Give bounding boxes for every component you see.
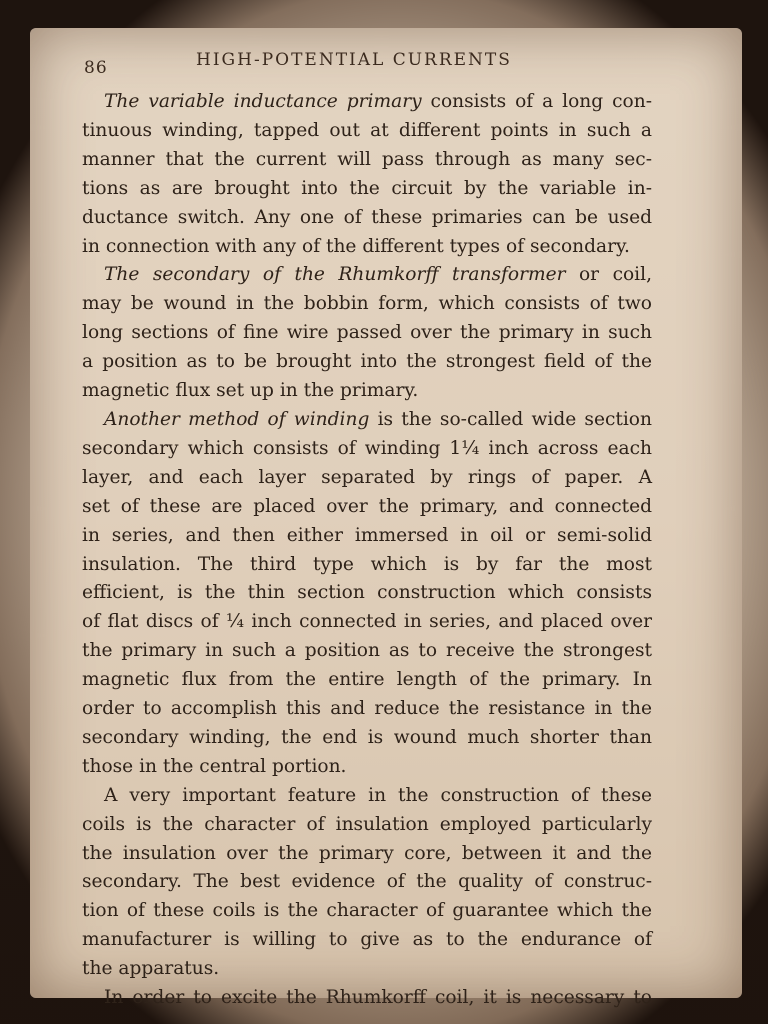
page-header [84,50,644,78]
text-line: tion of these coils is the character of guarantee which the [82,900,652,922]
paragraph-5 [82,984,652,1013]
italic-lead-in: The variable inductance primary [104,91,422,112]
text-line: efficient, is the thin section construction which consists [82,582,652,604]
text-line: In order to excite the Rhumkorff coil, it is necessary to [104,987,652,1009]
text-line: tions as are brought into the circuit by the variable in- [82,177,652,199]
text-line: long sections of fine wire passed over the primary in such [82,322,652,344]
text-line: in series, and then either immersed in oil or semi-solid [82,524,652,546]
paragraph-4 [82,782,652,984]
text-line: the apparatus. [82,958,220,980]
text-fragment: is the so-called wide section [369,408,652,430]
text-line: order to accomplish this and reduce the resistance in the [82,698,652,720]
text-line [82,406,652,435]
text-line: those in the central portion. [82,755,347,777]
text-fragment: or coil, [565,264,652,286]
text-line: insulation. The third type which is by far the most [82,553,652,575]
text-line: of flat discs of ¼ inch connected in series, and placed over [82,611,652,633]
text-line: manufacturer is willing to give as to the endurance of [82,929,652,951]
text-line: magnetic flux set up in the primary. [82,380,419,402]
text-line [82,261,652,290]
text-line: magnetic flux from the entire length of the primary. In [82,669,652,691]
text-line: the insulation over the primary core, between it and the [82,842,652,864]
paragraph-3 [82,406,652,782]
text-line: set of these are placed over the primary, and connected [82,495,652,517]
page-number: 86 [84,58,108,78]
italic-lead-in: The secondary of the Rhumkorff transformer [104,264,566,286]
text-line: manner that the current will pass through as many sec- [82,148,652,170]
text-line [82,88,652,117]
text-line: a position as to be brought into the strongest field of the [82,351,652,373]
text-line: layer, and each layer separated by rings of paper. A [82,466,652,488]
text-line: secondary winding, the end is wound much shorter than [82,726,652,748]
text-fragment: consists of a long con- [421,91,652,112]
text-line: coils is the character of insulation employed particularly [82,813,652,835]
text-line: the primary in such a position as to receive the strongest [82,640,652,662]
text-line: A very important feature in the construction of these [104,784,652,806]
text-line: in connection with any of the different types of secondary. [82,235,630,257]
text-line: may be wound in the bobbin form, which consists of two [82,293,652,315]
paragraph-1 [82,88,652,261]
paragraph-2 [82,261,652,406]
italic-lead-in: Another method of winding [104,408,370,430]
text-line: ductance switch. Any one of these primaries can be used [82,206,652,228]
text-line: tinuous winding, tapped out at different points in such a [82,119,652,141]
body-text [82,88,652,1013]
text-line: secondary. The best evidence of the quality of construc- [82,871,652,893]
running-head: HIGH-POTENTIAL CURRENTS [196,50,512,70]
text-line: secondary which consists of winding 1¼ inch across each [82,437,652,459]
